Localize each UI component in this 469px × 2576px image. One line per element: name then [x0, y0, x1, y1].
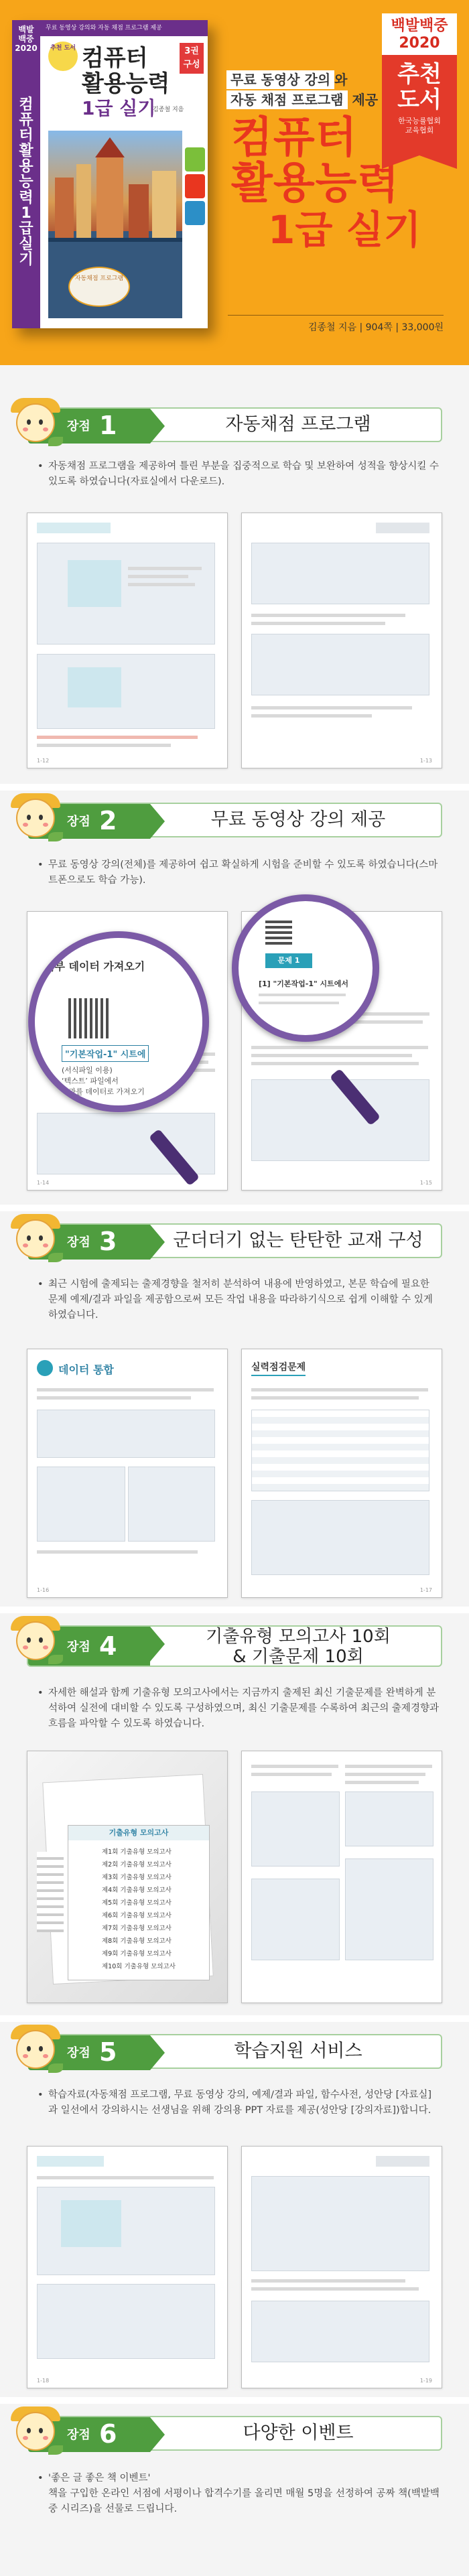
recommend-badge [382, 13, 457, 169]
exam-list-item: 제10회 기출유형 모의고사 [102, 1963, 176, 1970]
mascot-icon [8, 398, 63, 453]
badge-ribbon-tail [382, 155, 457, 169]
badge-body [382, 55, 457, 155]
mascot-icon [8, 2025, 63, 2080]
section-4-banner [27, 1620, 442, 1667]
page-preview-right: 1-19 [241, 2146, 442, 2388]
section-6-banner [27, 2411, 442, 2456]
book-title-line1: 컴퓨터 [82, 45, 148, 72]
book-title-line3: 1급 실기 [82, 97, 156, 119]
book-tab [185, 174, 205, 198]
event-detail: 책을 구입한 온라인 서점에 서평이나 합격수기를 올리면 매월 5명을 선정하여 공짜 책(백발백중 시리즈)을 선물로 드립니다. [48, 2488, 440, 2514]
qr-code-icon [265, 918, 292, 945]
spine-title: 컴퓨터활용능력1급실기 [19, 96, 34, 268]
qr-code-icon [68, 998, 109, 1038]
section-title: 무료 동영상 강의 제공 [210, 809, 386, 830]
lens-left-item: 결과를 데이터로 가져오기 [62, 1087, 145, 1096]
lens-left-item: ‘텍스트’ 파일에서 [62, 1077, 119, 1085]
section-title: 자동채점 프로그램 [225, 414, 371, 435]
tag-number: 1 [99, 411, 117, 440]
mascot-icon [8, 793, 63, 848]
tagline-part1: 무료 동영상 강의 [226, 70, 334, 89]
badge-head [382, 13, 457, 55]
book-title-line2: 활용능력 [82, 70, 170, 97]
hero-title-line2: 활용능력 [231, 159, 400, 208]
tag-label: 장점 [67, 1235, 90, 1249]
hero-tagline [226, 70, 378, 110]
exam-list-item: 제8회 기출유형 모의고사 [102, 1938, 172, 1945]
section-4 [0, 1613, 469, 2015]
tag-label: 장점 [67, 1640, 90, 1654]
book-volume-badge: 3권 구성 [180, 43, 204, 74]
exam-list-item: 제3회 기출유형 모의고사 [102, 1874, 172, 1881]
section-6 [0, 2404, 469, 2576]
book-tab [185, 147, 205, 172]
exam-list-item: 제1회 기출유형 모의고사 [102, 1848, 172, 1856]
exam-list-item: 제6회 기출유형 모의고사 [102, 1912, 172, 1919]
lens-right-chip: 문제 1 [265, 953, 312, 968]
tagline-part4: 제공 [347, 92, 379, 108]
tag-label: 장점 [67, 419, 90, 433]
tag-number: 6 [99, 2419, 117, 2449]
section-description: • 학습자료(자동채점 프로그램, 무료 동영상 강의, 예제/결과 파일, 함수사전, 성안당 [자료실]과 일선에서 강의하시는 선생님을 위해 강의용 PPT 자료를 제공(성안당 [강의자료])합니다. [48, 2088, 440, 2118]
book-top-band: 무료 동영상 강의와 자동 채점 프로그램 제공 [40, 20, 208, 36]
banner-box [27, 2034, 442, 2069]
tag-label: 장점 [67, 815, 90, 829]
hero-book-info: 김종철 지음 | 904쪽 | 33,000원 [308, 322, 444, 333]
mascot-icon [8, 2406, 63, 2461]
book-tab [185, 201, 205, 225]
section-description: • 자동채점 프로그램을 제공하여 틀린 부분을 집중적으로 학습 및 보완하여 성적을 향상시킬 수 있도록 하였습니다(자료실에서 다운로드). [48, 459, 440, 490]
tag-label: 장점 [67, 2428, 90, 2442]
page-preview-left: 데이터 통합 1-16 [27, 1349, 228, 1598]
hero-divider [228, 315, 444, 316]
page-preview-left [27, 1751, 228, 2003]
right-page-title: 실력점검문제 [251, 1360, 306, 1376]
lens-right-label: [1] "기본작업-1" 시트에서 [259, 979, 349, 988]
page-preview-left: 1-12 [27, 513, 228, 768]
section-title: 다양한 이벤트 [243, 2423, 354, 2443]
lens-left-title: 외부 데이터 가져오기 [44, 960, 145, 973]
section-title-line1: 기출유형 모의고사 10회 [206, 1627, 391, 1647]
exam-list-item: 제9회 기출유형 모의고사 [102, 1950, 172, 1958]
magnifier-right [232, 894, 379, 1042]
mascot-icon [8, 1214, 63, 1269]
section-title: 학습지원 서비스 [234, 2041, 362, 2061]
hero-title-line1: 컴퓨터 [231, 113, 358, 163]
exam-list [102, 1846, 176, 1973]
section-description: • 최근 시험에 출제되는 출제경향을 철저히 분석하여 내용에 반영하였고, 본문 학습에 필요한 문제 예제/결과 파일을 제공함으로써 모든 작업 내용을 따라하기식으로 쉽게 이해할 수 있게 하였습니다. [48, 1277, 440, 1323]
section-title [155, 1627, 441, 1667]
book-author: 김종철 지음 [153, 107, 184, 113]
book-side-tabs [185, 147, 205, 228]
tag-number: 2 [99, 806, 117, 835]
section-title-line2: & 기출문제 10회 [232, 1647, 364, 1667]
section-5 [0, 2022, 469, 2397]
badge-main: 추천 도서 [397, 61, 442, 113]
banner-box [27, 2416, 442, 2451]
tag-number: 4 [99, 1631, 117, 1661]
mascot-icon [8, 1616, 63, 1671]
banner-box [27, 1223, 442, 1258]
section-title: 군더더기 없는 탄탄한 교재 구성 [173, 1230, 423, 1251]
book-spine [12, 20, 40, 328]
left-page-title: 데이터 통합 [58, 1363, 114, 1376]
page-preview-right: 1-15 [241, 911, 442, 1191]
number-circle-icon [37, 1360, 53, 1376]
badge-year: 2020 [399, 35, 440, 52]
exam-list-item: 제7회 기출유형 모의고사 [102, 1925, 172, 1932]
section-1 [0, 365, 469, 784]
banner-box [27, 803, 442, 837]
page-preview-left: 1-18 [27, 2146, 228, 2388]
magnifier-left [28, 931, 209, 1112]
section-5-banner [27, 2029, 442, 2074]
banner-box [27, 1625, 442, 1667]
section-3-banner [27, 1218, 442, 1264]
badge-sub: 한국능률협회 교육협회 [398, 117, 441, 135]
exam-list-card [68, 1825, 210, 1980]
lens-left-item: (서식파일 이용) [62, 1066, 113, 1075]
book-seal: 추천 도서 [48, 42, 78, 71]
page-preview-right: 실력점검문제 1-17 [241, 1349, 442, 1598]
tag-number: 3 [99, 1227, 117, 1256]
section-2-banner [27, 797, 442, 843]
tag-number: 5 [99, 2037, 117, 2067]
book-cover [12, 20, 208, 328]
tagline-part2: 와 [334, 72, 348, 88]
section-description: • 자세한 해설과 함께 기출유형 모의고사에서는 지금까지 출제된 최신 기출문제를 완벽하게 분석하여 실전에 대비할 수 있도록 구성하였으며, 최신 기출문제를 수록하여 최근의 출제경향과 흐름을 파악할 수 있도록 하였습니다. [48, 1686, 440, 1732]
hero-title-line3: 1급 실기 [268, 207, 421, 253]
event-name: • '좋은 글 좋은 책 이벤트' [48, 2473, 151, 2484]
exam-list-item: 제4회 기출유형 모의고사 [102, 1887, 172, 1894]
tagline-part3: 자동 채점 프로그램 [226, 90, 348, 109]
section-3 [0, 1211, 469, 1607]
exam-list-title: 기출유형 모의고사 [68, 1826, 209, 1840]
lens-left-label: "기본작업-1" 시트에 [62, 1045, 149, 1062]
page-preview-left: 1-14 [27, 911, 228, 1191]
book-circle-stamp: 자동채점 프로그램 [68, 267, 130, 307]
exam-list-item: 제5회 기출유형 모의고사 [102, 1899, 172, 1907]
exam-list-item: 제2회 기출유형 모의고사 [102, 1861, 172, 1869]
section-1-banner [27, 402, 442, 448]
section-2 [0, 791, 469, 1205]
page-preview-right: 1-13 [241, 513, 442, 768]
lens-left-list [62, 1065, 145, 1097]
section-description: • 무료 동영상 강의(전체)를 제공하여 쉽고 확실하게 시험을 준비할 수 있도록 하였습니다(스마트폰으로도 학습 가능). [48, 858, 440, 888]
spine-series: 백발백중 2020 [15, 25, 38, 53]
hero-banner [0, 0, 469, 365]
badge-series: 백발백중 [391, 17, 448, 34]
banner-box [27, 407, 442, 442]
tag-label: 장점 [67, 2046, 90, 2060]
section-description [48, 2471, 440, 2517]
page-preview-right [241, 1751, 442, 2003]
